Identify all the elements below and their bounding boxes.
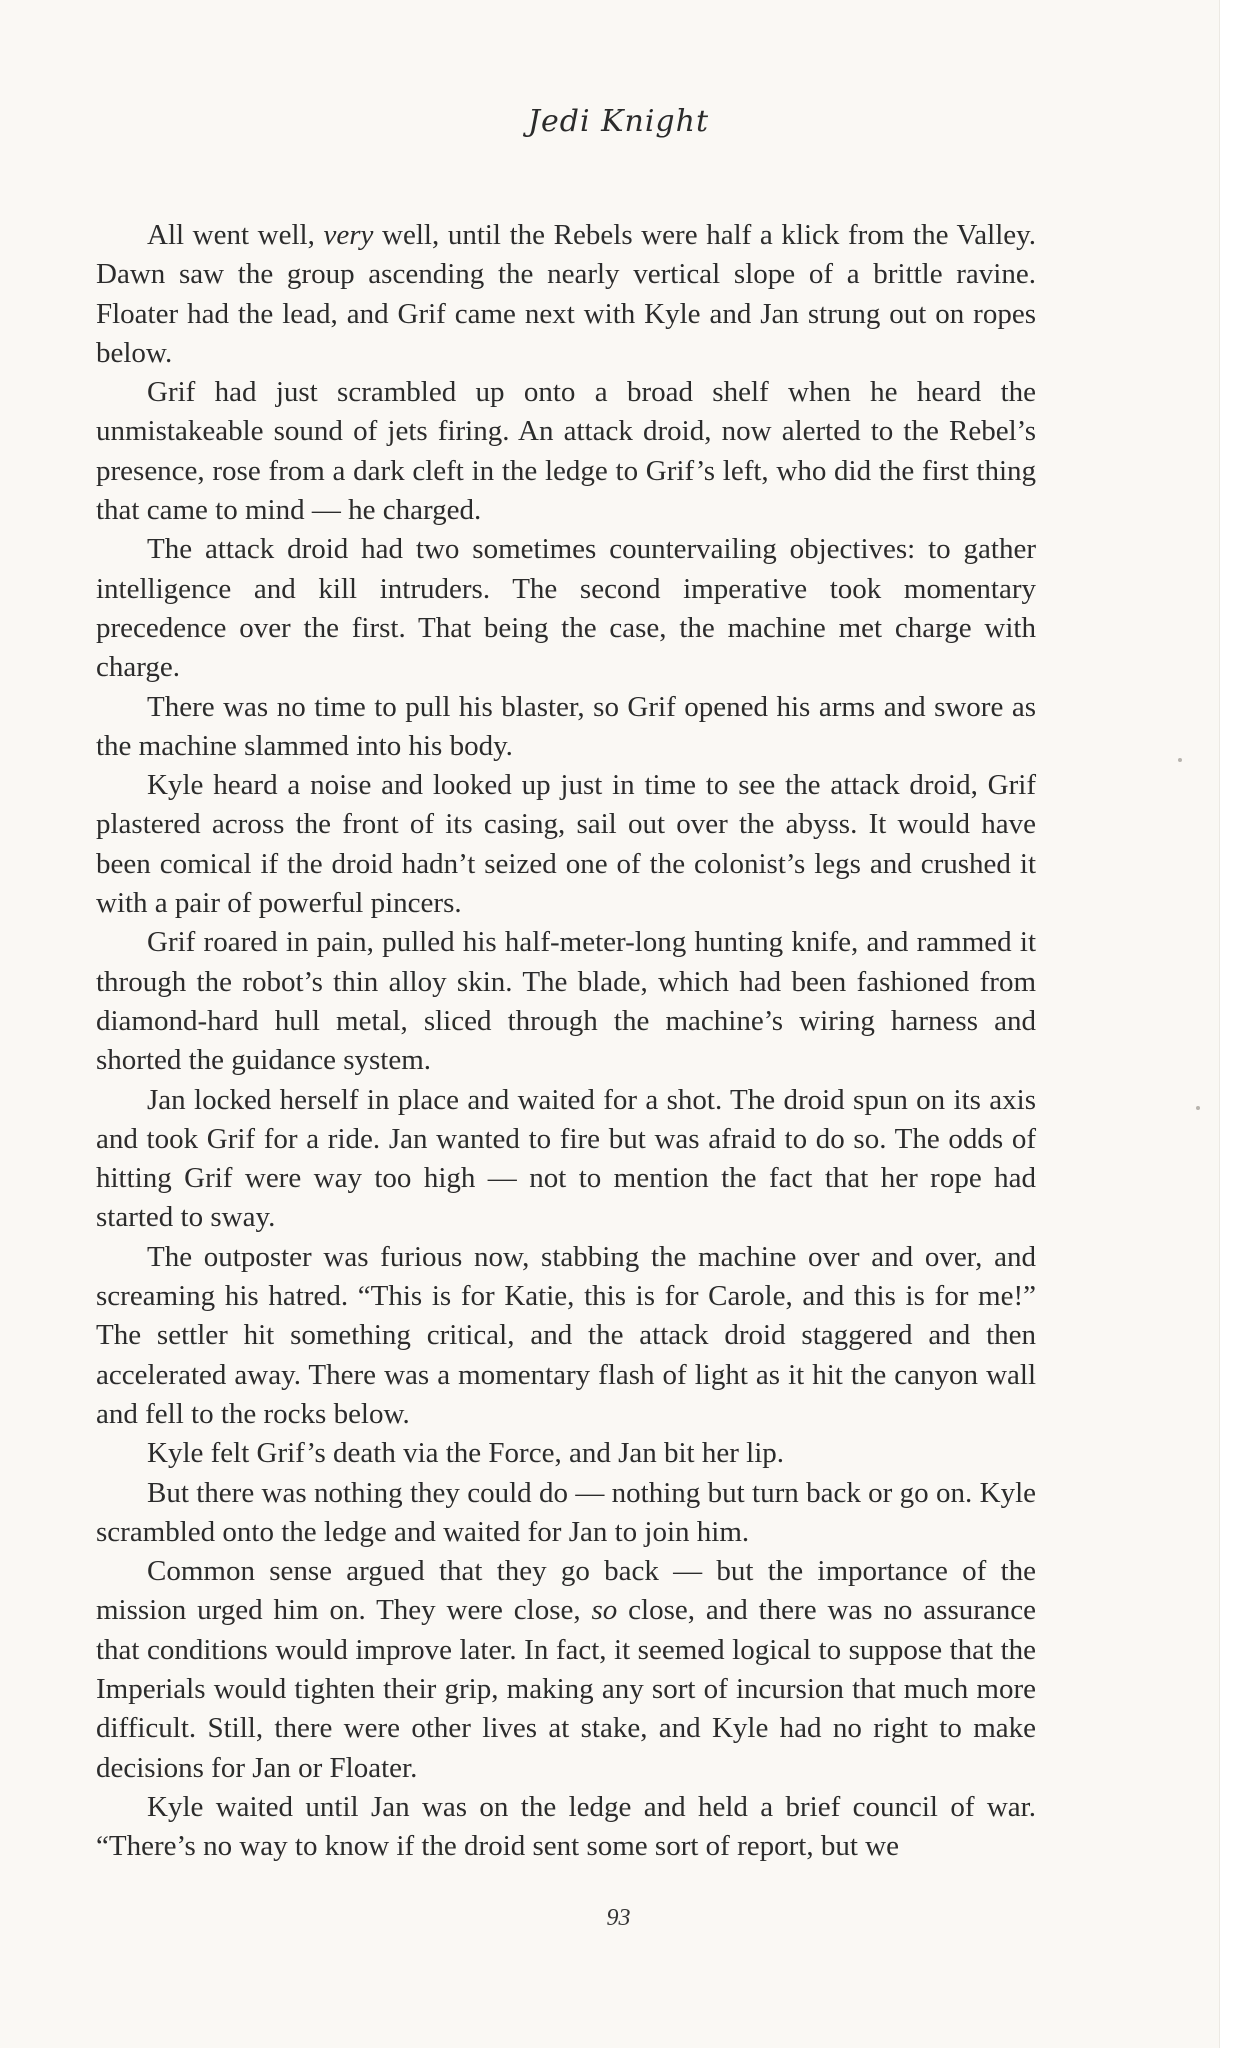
paragraph: Common sense argued that they go back — but the importance of the mission urged him on. They were close, so close, and there was no assurance that conditions would improve later. In fact, it seemed logical to suppose that the Imperials would tighten their grip, making any sort of incursion that much more difficult. Still, there were other lives at stake, and Kyle had no right to make decisions for Jan or Floater. [96,1555,1037,1784]
page-number: 93 [606,1905,631,1931]
emphasis: so [591,1594,618,1627]
paragraph: Grif roared in pain, pulled his half-meter-long hunting knife, and rammed it through the robot’s thin alloy skin. The blade, which had been fashioned from diamond-hard hull metal, sliced through the machine’s wiring harness and shorted the guidance system. [96,926,1036,1077]
paragraph: Kyle felt Grif’s death via the Force, and Jan bit her lip. [147,1437,784,1470]
paper-speck [1178,758,1182,762]
paragraph: But there was nothing they could do — nothing but turn back or go on. Kyle scrambled onto the ledge and waited for Jan to join him. [96,1476,1036,1548]
paragraph: Kyle waited until Jan was on the ledge and held a brief council of war. “There’s no way to know if the droid sent some sort of report, but we [96,1790,1036,1863]
body-text [96,216,1036,1866]
paragraph: Jan locked herself in place and waited for a shot. The droid spun on its axis and took Grif for a ride. Jan wanted to fire but was afraid to do so. The odds of hitting Grif were way too high — not to mention the fact that her rope had started to sway. [96,1083,1036,1234]
paper-speck [1196,1106,1200,1110]
emphasis: very [323,219,374,251]
paragraph: There was no time to pull his blaster, so Grif opened his arms and swore as the machine slammed into his body. [96,690,1036,762]
running-header: Jedi Knight [527,104,710,139]
paragraph: All went well, very well, until the Rebels were half a klick from the Valley. Dawn saw the group ascending the nearly vertical slope of a brittle ravine. Floater had the lead, and Grif came next with Kyle and Jan strung out on ropes below. [96,219,1036,369]
paragraph: The attack droid had two sometimes countervailing objectives: to gather intelligence and kill intruders. The second imperative took momentary precedence over the first. That being the case, the machine met charge with charge. [96,533,1036,684]
paragraph: Grif had just scrambled up onto a broad shelf when he heard the unmistakeable sound of jets firing. An attack droid, now alerted to the Rebel’s presence, rose from a dark cleft in the ledge to Grif’s left, who did the first thing that came to mind — he charged. [96,376,1036,527]
paragraph: The outposter was furious now, stabbing the machine over and over, and screaming his hatred. “This is for Katie, this is for Carole, and this is for me!” The settler hit something critical, and the attack droid staggered and then accelerated away. There was a momentary flash of light as it hit the canyon wall and fell to the rocks below. [96,1240,1036,1430]
page-gutter [1219,0,1237,2048]
paragraph: Kyle heard a noise and looked up just in time to see the attack droid, Grif plastered across the front of its casing, sail out over the abyss. It would have been comical if the droid hadn’t seized one of the colonist’s legs and crushed it with a pair of powerful pincers. [96,769,1036,920]
